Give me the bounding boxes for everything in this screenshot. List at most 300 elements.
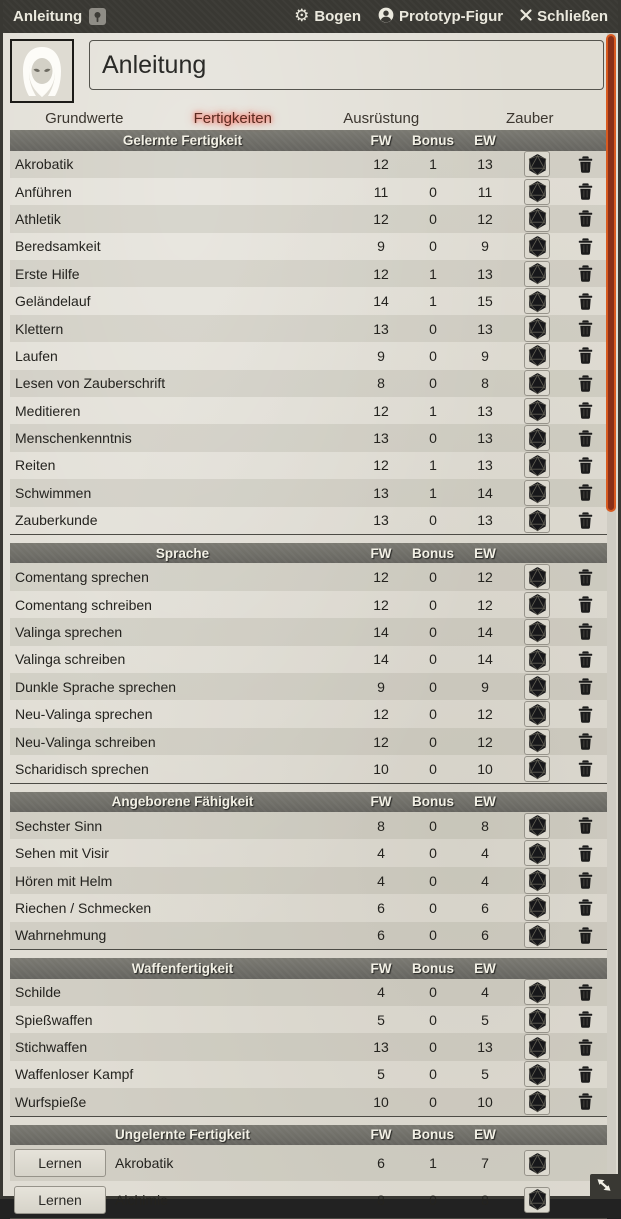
fw-value: 12 bbox=[373, 210, 389, 227]
bonus-value: 0 bbox=[429, 512, 437, 529]
roll-d20-button[interactable] bbox=[524, 868, 550, 894]
delete-skill-button[interactable] bbox=[578, 457, 593, 474]
roll-d20-button[interactable] bbox=[524, 1187, 550, 1213]
skill-row bbox=[10, 922, 607, 949]
column-header-bonus: Bonus bbox=[412, 545, 454, 561]
roll-d20-button[interactable] bbox=[524, 507, 550, 533]
delete-skill-button[interactable] bbox=[578, 845, 593, 862]
roll-cell bbox=[511, 564, 563, 590]
trash-icon bbox=[578, 238, 593, 255]
delete-skill-button[interactable] bbox=[578, 1066, 593, 1083]
tab-bar bbox=[10, 110, 604, 127]
delete-skill-button[interactable] bbox=[578, 1093, 593, 1110]
roll-cell bbox=[511, 868, 563, 894]
bonus-value: 1 bbox=[429, 293, 437, 310]
skill-row bbox=[10, 728, 607, 755]
delete-cell bbox=[563, 927, 607, 944]
d20-icon bbox=[527, 317, 548, 340]
bonus-value: 0 bbox=[429, 678, 437, 695]
roll-d20-button[interactable] bbox=[524, 979, 550, 1005]
skill-row bbox=[10, 260, 607, 287]
tab-zauber[interactable]: Zauber bbox=[505, 110, 554, 127]
fw-value: 13 bbox=[373, 512, 389, 529]
skill-row bbox=[10, 755, 607, 782]
roll-cell bbox=[511, 701, 563, 727]
column-header-ew: EW bbox=[474, 132, 496, 148]
skill-name: Hören mit Helm bbox=[15, 872, 113, 889]
fw-value: 8 bbox=[377, 817, 385, 834]
delete-skill-button[interactable] bbox=[578, 347, 593, 364]
delete-skill-button[interactable] bbox=[578, 596, 593, 613]
delete-skill-button[interactable] bbox=[578, 183, 593, 200]
trash-icon bbox=[578, 375, 593, 392]
fw-value: 12 bbox=[373, 156, 389, 173]
roll-d20-button[interactable] bbox=[524, 1089, 550, 1115]
delete-cell bbox=[563, 760, 607, 777]
ew-value: 4 bbox=[481, 872, 489, 889]
d20-icon bbox=[527, 757, 548, 780]
roll-d20-button[interactable] bbox=[524, 922, 550, 948]
roll-d20-button[interactable] bbox=[524, 370, 550, 396]
title-bar bbox=[3, 0, 618, 33]
roll-d20-button[interactable] bbox=[524, 1061, 550, 1087]
delete-cell bbox=[563, 1011, 607, 1028]
fw-value: 6 bbox=[377, 899, 385, 916]
roll-cell bbox=[511, 979, 563, 1005]
trash-icon bbox=[578, 623, 593, 640]
skill-section bbox=[10, 130, 607, 535]
delete-cell bbox=[563, 512, 607, 529]
roll-d20-button[interactable] bbox=[524, 729, 550, 755]
skill-name: Sechster Sinn bbox=[15, 817, 103, 834]
d20-icon bbox=[527, 262, 548, 285]
bonus-value: 1 bbox=[429, 457, 437, 474]
close-icon bbox=[520, 8, 532, 25]
bonus-value: 0 bbox=[429, 596, 437, 613]
fw-value: 10 bbox=[373, 1093, 389, 1110]
trash-icon bbox=[578, 347, 593, 364]
ew-value: 9 bbox=[481, 347, 489, 364]
roll-d20-button[interactable] bbox=[524, 1034, 550, 1060]
trash-icon bbox=[578, 927, 593, 944]
skill-row bbox=[10, 1181, 607, 1217]
window-content bbox=[3, 0, 618, 1208]
column-header-ew: EW bbox=[474, 960, 496, 976]
skill-section bbox=[10, 543, 607, 784]
roll-cell bbox=[511, 206, 563, 232]
ew-value: 13 bbox=[477, 1039, 493, 1056]
roll-d20-button[interactable] bbox=[524, 261, 550, 287]
roll-cell bbox=[511, 370, 563, 396]
ew-value: 12 bbox=[477, 706, 493, 723]
delete-skill-button[interactable] bbox=[578, 512, 593, 529]
ew-value: 11 bbox=[477, 183, 493, 200]
ew-value: 8 bbox=[481, 375, 489, 392]
roll-cell bbox=[511, 288, 563, 314]
d20-icon bbox=[527, 290, 548, 313]
delete-skill-button[interactable] bbox=[578, 733, 593, 750]
ew-value: 4 bbox=[481, 845, 489, 862]
user-icon bbox=[378, 7, 394, 27]
ew-value: 13 bbox=[477, 512, 493, 529]
roll-d20-button[interactable] bbox=[524, 592, 550, 618]
menu-item-figure[interactable] bbox=[378, 7, 503, 27]
column-header-bonus: Bonus bbox=[412, 794, 454, 810]
roll-d20-button[interactable] bbox=[524, 813, 550, 839]
skills-panel bbox=[10, 130, 607, 1219]
delete-cell bbox=[563, 375, 607, 392]
roll-d20-button[interactable] bbox=[524, 179, 550, 205]
trash-icon bbox=[578, 320, 593, 337]
delete-cell bbox=[563, 430, 607, 447]
skill-name: Stichwaffen bbox=[15, 1039, 88, 1056]
ew-value: 12 bbox=[477, 596, 493, 613]
bonus-value: 0 bbox=[429, 238, 437, 255]
fw-value: 13 bbox=[373, 320, 389, 337]
section-title: Sprache bbox=[155, 545, 210, 561]
roll-cell bbox=[511, 316, 563, 342]
trash-icon bbox=[578, 293, 593, 310]
trash-icon bbox=[578, 1066, 593, 1083]
bonus-value: 0 bbox=[429, 899, 437, 916]
skill-row bbox=[10, 867, 607, 894]
delete-skill-button[interactable] bbox=[578, 817, 593, 834]
window-title: Anleitung bbox=[13, 8, 83, 25]
fw-value: 6 bbox=[377, 927, 385, 944]
ew-value: 7 bbox=[481, 1155, 489, 1172]
roll-cell bbox=[511, 343, 563, 369]
skill-name: Athletik bbox=[15, 210, 61, 227]
d20-icon bbox=[527, 509, 548, 532]
ew-value: 6 bbox=[481, 927, 489, 944]
fw-value: 12 bbox=[373, 733, 389, 750]
roll-d20-button[interactable] bbox=[524, 840, 550, 866]
delete-cell bbox=[563, 872, 607, 889]
skill-name: Comentang sprechen bbox=[15, 569, 149, 586]
delete-cell bbox=[563, 265, 607, 282]
roll-d20-button[interactable] bbox=[524, 674, 550, 700]
skill-row bbox=[10, 700, 607, 727]
trash-icon bbox=[578, 596, 593, 613]
skill-name: Meditieren bbox=[15, 402, 81, 419]
column-header-fw: FW bbox=[370, 1127, 392, 1143]
skill-row bbox=[10, 894, 607, 921]
d20-icon bbox=[527, 648, 548, 671]
delete-cell bbox=[563, 733, 607, 750]
roll-cell bbox=[511, 452, 563, 478]
d20-icon bbox=[527, 1063, 548, 1086]
skill-row bbox=[10, 479, 607, 506]
table-header bbox=[10, 130, 607, 151]
d20-icon bbox=[527, 344, 548, 367]
delete-skill-button[interactable] bbox=[578, 430, 593, 447]
roll-cell bbox=[511, 674, 563, 700]
tab-fertigkeiten[interactable]: Fertigkeiten bbox=[193, 110, 272, 127]
ew-value: 5 bbox=[481, 1066, 489, 1083]
roll-cell bbox=[511, 1187, 563, 1213]
fw-value: 5 bbox=[377, 1066, 385, 1083]
roll-d20-button[interactable] bbox=[524, 452, 550, 478]
column-header-bonus: Bonus bbox=[412, 1127, 454, 1143]
trash-icon bbox=[578, 569, 593, 586]
skill-row bbox=[10, 812, 607, 839]
delete-skill-button[interactable] bbox=[578, 1039, 593, 1056]
bonus-value: 0 bbox=[429, 375, 437, 392]
roll-d20-button[interactable] bbox=[524, 646, 550, 672]
ew-value: 13 bbox=[477, 402, 493, 419]
skill-row bbox=[10, 1145, 607, 1181]
learn-skill-button[interactable]: Lernen bbox=[14, 1149, 106, 1177]
delete-skill-button[interactable] bbox=[578, 899, 593, 916]
skill-name: Lesen von Zauberschrift bbox=[15, 375, 166, 392]
roll-d20-button[interactable] bbox=[524, 233, 550, 259]
d20-icon bbox=[527, 454, 548, 477]
skill-name: Wurfspieße bbox=[15, 1093, 87, 1110]
character-name-box bbox=[89, 39, 604, 103]
delete-cell bbox=[563, 845, 607, 862]
trash-icon bbox=[578, 183, 593, 200]
delete-skill-button[interactable] bbox=[578, 927, 593, 944]
d20-icon bbox=[527, 399, 548, 422]
skill-name: Laufen bbox=[15, 347, 58, 364]
bonus-value: 0 bbox=[429, 1066, 437, 1083]
bonus-value: 0 bbox=[429, 733, 437, 750]
delete-skill-button[interactable] bbox=[578, 569, 593, 586]
skill-name: Valinga schreiben bbox=[15, 651, 126, 668]
d20-icon bbox=[527, 814, 548, 837]
column-header-fw: FW bbox=[370, 545, 392, 561]
trash-icon bbox=[578, 430, 593, 447]
fw-value: 11 bbox=[373, 183, 389, 200]
skill-row bbox=[10, 1088, 607, 1115]
fw-value: 12 bbox=[373, 596, 389, 613]
trash-icon bbox=[578, 484, 593, 501]
roll-cell bbox=[511, 1007, 563, 1033]
menu-item-close[interactable] bbox=[520, 8, 608, 25]
bonus-value: 0 bbox=[429, 183, 437, 200]
trash-icon bbox=[578, 760, 593, 777]
column-header-fw: FW bbox=[370, 960, 392, 976]
roll-d20-button[interactable] bbox=[524, 288, 550, 314]
skill-name: Geländelauf bbox=[15, 293, 91, 310]
delete-skill-button[interactable] bbox=[578, 265, 593, 282]
skill-name: Alchimie bbox=[115, 1191, 168, 1208]
delete-skill-button[interactable] bbox=[578, 651, 593, 668]
delete-skill-button[interactable] bbox=[578, 375, 593, 392]
roll-d20-button[interactable] bbox=[524, 1007, 550, 1033]
roll-d20-button[interactable] bbox=[524, 1150, 550, 1176]
trash-icon bbox=[578, 210, 593, 227]
skill-row bbox=[10, 591, 607, 618]
resize-arrow-icon bbox=[594, 1177, 614, 1193]
trash-icon bbox=[578, 872, 593, 889]
roll-d20-button[interactable] bbox=[524, 398, 550, 424]
trash-icon bbox=[578, 402, 593, 419]
scrollbar-thumb[interactable] bbox=[606, 34, 616, 512]
bonus-value: 1 bbox=[429, 265, 437, 282]
delete-cell bbox=[563, 899, 607, 916]
roll-cell bbox=[511, 813, 563, 839]
title-bar-menu bbox=[294, 7, 608, 27]
roll-d20-button[interactable] bbox=[524, 480, 550, 506]
fw-value: 14 bbox=[373, 651, 389, 668]
trash-icon bbox=[578, 156, 593, 173]
hooded-figure-avatar[interactable] bbox=[10, 39, 74, 103]
roll-d20-button[interactable] bbox=[524, 343, 550, 369]
skill-name: Waffenloser Kampf bbox=[15, 1066, 134, 1083]
gear-icon: ⚙ bbox=[294, 6, 310, 26]
ew-value: 13 bbox=[477, 430, 493, 447]
delete-cell bbox=[563, 1093, 607, 1110]
delete-cell bbox=[563, 457, 607, 474]
delete-cell bbox=[563, 402, 607, 419]
bonus-value: 0 bbox=[429, 872, 437, 889]
ew-value: 4 bbox=[481, 984, 489, 1001]
d20-icon bbox=[527, 593, 548, 616]
delete-skill-button[interactable] bbox=[578, 706, 593, 723]
skill-name: Neu-Valinga sprechen bbox=[15, 706, 153, 723]
delete-skill-button[interactable] bbox=[578, 623, 593, 640]
roll-cell bbox=[511, 592, 563, 618]
section-title: Ungelernte Fertigkeit bbox=[114, 1127, 251, 1143]
menu-label: Prototyp-Figur bbox=[398, 8, 504, 25]
column-header-ew: EW bbox=[474, 545, 496, 561]
skill-name: Sehen mit Visir bbox=[15, 845, 109, 862]
trash-icon bbox=[578, 457, 593, 474]
delete-skill-button[interactable] bbox=[578, 984, 593, 1001]
resize-handle[interactable] bbox=[590, 1174, 618, 1196]
skill-name: Akrobatik bbox=[115, 1155, 174, 1172]
d20-icon bbox=[527, 235, 548, 258]
delete-cell bbox=[563, 678, 607, 695]
roll-d20-button[interactable] bbox=[524, 151, 550, 177]
skill-row bbox=[10, 370, 607, 397]
roll-d20-button[interactable] bbox=[524, 895, 550, 921]
ew-value: 14 bbox=[477, 651, 493, 668]
roll-d20-button[interactable] bbox=[524, 756, 550, 782]
skill-name: Neu-Valinga schreiben bbox=[15, 733, 156, 750]
trash-icon bbox=[578, 984, 593, 1001]
bonus-value: 0 bbox=[429, 1011, 437, 1028]
d20-icon bbox=[527, 372, 548, 395]
bonus-value: 0 bbox=[429, 1039, 437, 1056]
fw-value: 6 bbox=[377, 1155, 385, 1172]
learn-cell bbox=[10, 1186, 110, 1214]
delete-skill-button[interactable] bbox=[578, 156, 593, 173]
fw-value: 12 bbox=[373, 706, 389, 723]
roll-d20-button[interactable] bbox=[524, 701, 550, 727]
delete-skill-button[interactable] bbox=[578, 760, 593, 777]
bonus-value: 0 bbox=[429, 845, 437, 862]
roll-cell bbox=[511, 619, 563, 645]
column-header-fw: FW bbox=[370, 794, 392, 810]
ew-value: 12 bbox=[477, 210, 493, 227]
fw-value: 13 bbox=[373, 1039, 389, 1056]
trash-icon bbox=[578, 1011, 593, 1028]
roll-cell bbox=[511, 922, 563, 948]
skill-row bbox=[10, 397, 607, 424]
delete-skill-button[interactable] bbox=[578, 402, 593, 419]
bonus-value: 0 bbox=[429, 623, 437, 640]
delete-skill-button[interactable] bbox=[578, 678, 593, 695]
d20-icon bbox=[527, 896, 548, 919]
d20-icon bbox=[527, 842, 548, 865]
column-header-bonus: Bonus bbox=[412, 132, 454, 148]
delete-skill-button[interactable] bbox=[578, 872, 593, 889]
skill-name: Anführen bbox=[15, 183, 72, 200]
bonus-value: 0 bbox=[429, 320, 437, 337]
skill-name: Reiten bbox=[15, 457, 56, 474]
bonus-value: 1 bbox=[429, 1155, 437, 1172]
column-header-bonus: Bonus bbox=[412, 960, 454, 976]
character-name-input[interactable] bbox=[89, 40, 604, 90]
menu-item-bogen[interactable] bbox=[294, 8, 361, 25]
fw-value: 8 bbox=[377, 1191, 385, 1208]
fw-value: 10 bbox=[373, 760, 389, 777]
roll-d20-button[interactable] bbox=[524, 206, 550, 232]
skill-name: Spießwaffen bbox=[15, 1011, 93, 1028]
skill-name: Akrobatik bbox=[15, 156, 74, 173]
delete-skill-button[interactable] bbox=[578, 210, 593, 227]
delete-cell bbox=[563, 484, 607, 501]
delete-skill-button[interactable] bbox=[578, 484, 593, 501]
column-header-ew: EW bbox=[474, 1127, 496, 1143]
roll-cell bbox=[511, 1150, 563, 1176]
learn-skill-button[interactable]: Lernen bbox=[14, 1186, 106, 1214]
ew-value: 9 bbox=[481, 678, 489, 695]
tab-ausruestung[interactable]: Ausrüstung bbox=[343, 110, 420, 127]
fw-value: 12 bbox=[373, 569, 389, 586]
delete-cell bbox=[563, 293, 607, 310]
ew-value: 10 bbox=[477, 1093, 493, 1110]
roll-d20-button[interactable] bbox=[524, 564, 550, 590]
table-header bbox=[10, 792, 607, 813]
skill-row bbox=[10, 178, 607, 205]
d20-icon bbox=[527, 1008, 548, 1031]
learn-cell bbox=[10, 1149, 110, 1177]
trash-icon bbox=[578, 845, 593, 862]
ew-value: 13 bbox=[477, 265, 493, 282]
bonus-value: 0 bbox=[429, 927, 437, 944]
delete-skill-button[interactable] bbox=[578, 238, 593, 255]
tab-grundwerte[interactable]: Grundwerte bbox=[45, 110, 124, 127]
skill-row bbox=[10, 646, 607, 673]
roll-cell bbox=[511, 895, 563, 921]
bonus-value: 0 bbox=[429, 651, 437, 668]
delete-skill-button[interactable] bbox=[578, 1011, 593, 1028]
skill-row bbox=[10, 287, 607, 314]
roll-d20-button[interactable] bbox=[524, 619, 550, 645]
roll-d20-button[interactable] bbox=[524, 316, 550, 342]
skill-row bbox=[10, 673, 607, 700]
skill-name: Riechen / Schmecken bbox=[15, 899, 152, 916]
d20-icon bbox=[527, 924, 548, 947]
roll-d20-button[interactable] bbox=[524, 425, 550, 451]
trash-icon bbox=[578, 265, 593, 282]
bonus-value: 1 bbox=[429, 484, 437, 501]
delete-skill-button[interactable] bbox=[578, 320, 593, 337]
menu-label: Bogen bbox=[314, 8, 361, 25]
bonus-value: 0 bbox=[429, 347, 437, 364]
trash-icon bbox=[578, 899, 593, 916]
skill-row bbox=[10, 563, 607, 590]
delete-skill-button[interactable] bbox=[578, 293, 593, 310]
skill-section bbox=[10, 958, 607, 1116]
roll-cell bbox=[511, 151, 563, 177]
menu-label: Schließen bbox=[537, 8, 608, 25]
delete-cell bbox=[563, 156, 607, 173]
skill-row bbox=[10, 1061, 607, 1088]
